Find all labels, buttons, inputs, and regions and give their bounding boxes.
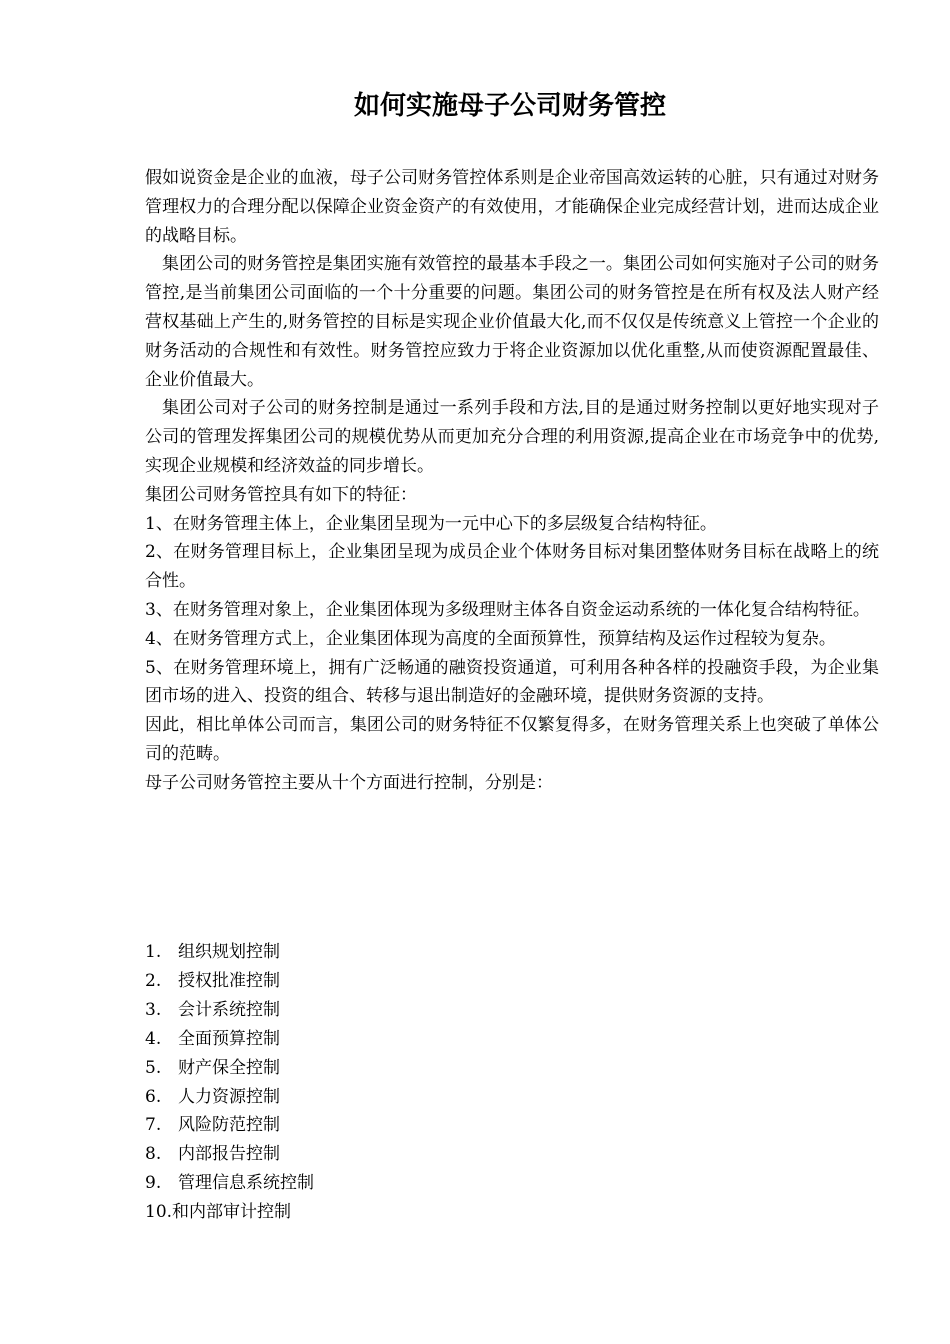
list-item-text: 和内部审计控制 (172, 1202, 292, 1223)
control-list (145, 938, 645, 1227)
paragraph-intro: 假如说资金是企业的血液，母子公司财务管控体系则是企业帝国高效运转的心脏，只有通过对财务管理权力的合理分配以保障企业资金资产的有效使用，才能确保企业完成经营计划，进而达成企业的战略目标。 (145, 168, 879, 246)
document-title: 如何实施母子公司财务管控 (353, 91, 666, 121)
paragraph-feature-3: 3、在财务管理对象上，企业集团体现为多级理财主体各自资金运动系统的一体化复合结构特征。 (145, 599, 870, 620)
list-item (145, 938, 645, 967)
list-item-number: 8. (145, 1144, 162, 1165)
list-item-number: 7. (145, 1115, 162, 1136)
list-item (145, 1140, 645, 1169)
paragraph-subsidiary-control: 集团公司对子公司的财务控制是通过一系列手段和方法,目的是通过财务控制以更好地实现对子公司的管理发挥集团公司的规模优势从而更加充分合理的利用资源,提高企业在市场竞争中的优势,实现企业规模和经济效益的同步增长。 (145, 398, 879, 476)
list-item-text: 会计系统控制 (178, 999, 280, 1020)
list-item-number: 5. (145, 1057, 162, 1078)
list-item-number: 10. (145, 1202, 173, 1223)
list-item (145, 996, 645, 1025)
paragraph-feature-4: 4、在财务管理方式上，企业集团体现为高度的全面预算性，预算结构及运作过程较为复杂。 (145, 628, 836, 649)
list-item (145, 1198, 645, 1227)
list-item-text: 财产保全控制 (178, 1057, 280, 1078)
document-body (145, 164, 879, 798)
list-item (145, 967, 645, 996)
list-item-number: 4. (145, 1028, 162, 1049)
list-item-text: 授权批准控制 (178, 970, 280, 991)
list-item (145, 1025, 645, 1054)
list-item-number: 2. (145, 970, 162, 991)
list-item (145, 1111, 645, 1140)
paragraph-feature-1: 1、在财务管理主体上，企业集团呈现为一元中心下的多层级复合结构特征。 (145, 513, 717, 534)
list-item-text: 组织规划控制 (178, 942, 280, 962)
paragraph-list-intro: 母子公司财务管控主要从十个方面进行控制，分别是： (145, 772, 553, 793)
list-item-text: 人力资源控制 (178, 1086, 280, 1107)
paragraph-features-heading: 集团公司财务管控具有如下的特征： (145, 484, 417, 505)
list-item-text: 全面预算控制 (178, 1028, 280, 1049)
list-item (145, 1169, 645, 1198)
paragraph-conclusion: 因此，相比单体公司而言，集团公司的财务特征不仅繁复得多，在财务管理关系上也突破了单体公司的范畴。 (145, 715, 879, 764)
list-item (145, 1054, 645, 1083)
list-item-number: 6. (145, 1086, 162, 1107)
list-item-number: 3. (145, 999, 162, 1020)
list-item-text: 管理信息系统控制 (178, 1173, 314, 1194)
list-item-number: 1. (145, 942, 162, 962)
paragraph-feature-2: 2、在财务管理目标上，企业集团呈现为成员企业个体财务目标对集团整体财务目标在战略上的统合性。 (145, 542, 879, 592)
list-item (145, 1083, 645, 1112)
paragraph-financial-control: 集团公司的财务管控是集团实施有效管控的最基本手段之一。集团公司如何实施对子公司的财务管控,是当前集团公司面临的一个十分重要的问题。集团公司的财务管控是在所有权及法人财产经营权基础上产生的,财务管控的目标是实现企业价值最大化,而不仅仅是传统意义上管控一个企业的财务活动的合规性和有效性。财务管控应致力于将企业资源加以优化重整,从而使资源配置最佳、企业价值最大。 (145, 254, 879, 390)
paragraph-feature-5: 5、在财务管理环境上，拥有广泛畅通的融资投资通道，可利用各种各样的投融资手段，为企业集团市场的进入、投资的组合、转移与退出制造好的金融环境，提供财务资源的支持。 (145, 657, 879, 707)
list-item-text: 内部报告控制 (178, 1144, 280, 1165)
list-item-text: 风险防范控制 (178, 1115, 280, 1136)
list-item-number: 9. (145, 1173, 162, 1194)
